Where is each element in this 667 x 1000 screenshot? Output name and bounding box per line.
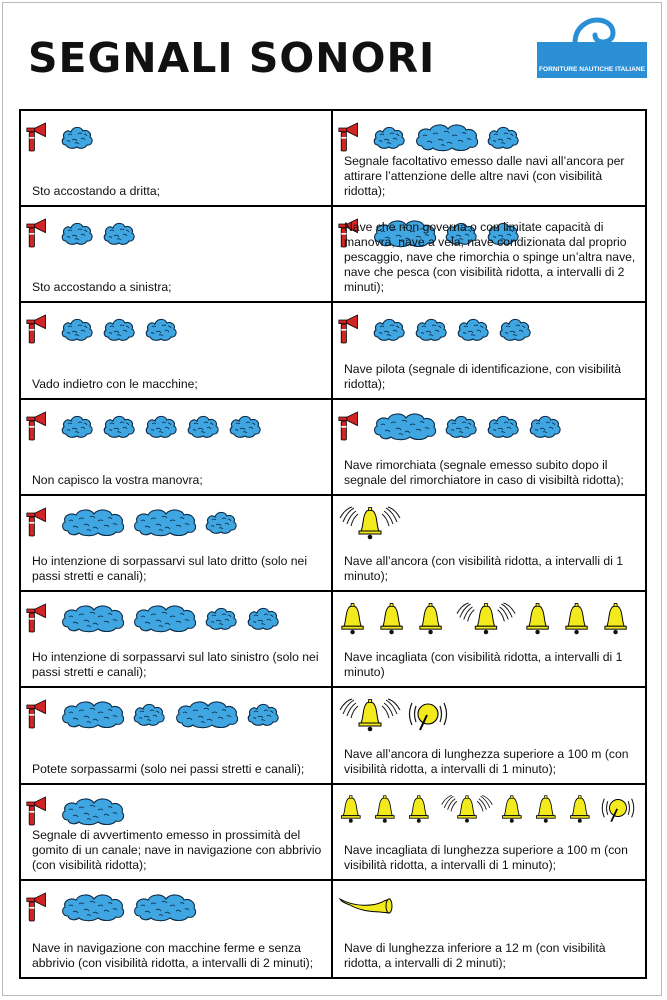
- ringing-bell-icon: [338, 502, 402, 542]
- prolonged-blast-icon: [60, 887, 126, 927]
- air-horn-icon: [26, 309, 54, 349]
- short-blast-icon: [246, 598, 282, 638]
- air-horn-icon: [26, 694, 54, 734]
- short-blast-icon: [102, 213, 138, 253]
- signal-description: Sto accostando a dritta;: [32, 184, 161, 199]
- short-blast-icon: [246, 694, 282, 734]
- signal-icons: [26, 117, 102, 161]
- bell-icon: [567, 791, 596, 825]
- short-blast-icon: [372, 309, 408, 349]
- gong-icon: [408, 694, 448, 734]
- signal-description: Nave che non governa o con limitate capacità di manovra, nave a vela, nave condizionata dal proprio pescaggio, nave che rimorchia o spinge un’altra nave, nave che pesca (con visibilità ridotta, a intervalli di 2 minuti);: [344, 220, 636, 295]
- signal-cell: [21, 207, 333, 303]
- bell-icon: [377, 598, 410, 637]
- signal-icons: [338, 598, 640, 642]
- signal-cell: [21, 881, 333, 977]
- signal-description: Nave all’ancora (con visibilità ridotta, a intervalli di 1 minuto);: [344, 554, 624, 584]
- short-blast-icon: [486, 117, 522, 157]
- prolonged-blast-icon: [132, 598, 198, 638]
- page-title: SEGNALI SONORI: [28, 34, 436, 82]
- signal-cell: [333, 592, 645, 688]
- signal-cell: [21, 111, 333, 207]
- prolonged-blast-icon: [414, 117, 480, 157]
- signal-icons: [338, 791, 640, 835]
- signal-description: Nave di lunghezza inferiore a 12 m (con visibilità ridotta, a intervalli di 2 minuti);: [344, 940, 606, 970]
- short-blast-icon: [132, 694, 168, 734]
- short-blast-icon: [60, 309, 96, 349]
- short-blast-icon: [144, 309, 180, 349]
- signal-cell: [333, 881, 645, 977]
- signal-cell: [333, 496, 645, 592]
- signal-icons: [26, 309, 186, 353]
- signal-icons: [26, 887, 204, 931]
- short-blast-icon: [102, 406, 138, 446]
- signal-icons: [26, 406, 270, 450]
- signal-cell: [21, 592, 333, 688]
- signal-icons: [338, 694, 454, 738]
- bell-icon: [338, 598, 371, 637]
- short-blast-icon: [444, 406, 480, 446]
- short-blast-icon: [204, 502, 240, 542]
- signal-description: Potete sorpassarmi (solo nei passi stretti e canali);: [32, 761, 305, 776]
- signal-cell: [21, 688, 333, 784]
- bell-icon: [416, 598, 449, 637]
- brand-logo: [537, 16, 647, 80]
- short-blast-icon: [60, 406, 96, 446]
- air-horn-icon: [26, 791, 54, 831]
- signal-cell: [333, 785, 645, 881]
- signal-icons: [338, 887, 402, 931]
- logo-text: FORNITURE NAUTICHE ITALIANE: [538, 66, 646, 73]
- signal-description: Nave all’ancora di lunghezza superiore a 100 m (con visibilità ridotta, a intervalli di 1 minuto);: [344, 746, 629, 776]
- signal-cell: [333, 111, 645, 207]
- air-horn-icon: [338, 406, 366, 446]
- signal-cell: [333, 303, 645, 399]
- signal-description: Nave incagliata (con visibilità ridotta, a intervalli di 1 minuto): [344, 650, 623, 680]
- signal-icons: [26, 213, 144, 257]
- short-blast-icon: [528, 406, 564, 446]
- signal-cell: [333, 207, 645, 303]
- short-blast-icon: [486, 406, 522, 446]
- bell-icon: [338, 791, 367, 825]
- prolonged-blast-icon: [174, 694, 240, 734]
- short-blast-icon: [204, 598, 240, 638]
- bell-icon: [601, 598, 634, 637]
- air-horn-icon: [26, 598, 54, 638]
- short-blast-icon: [60, 117, 96, 157]
- air-horn-icon: [26, 117, 54, 157]
- short-blast-icon: [456, 309, 492, 349]
- signal-description: Nave pilota (segnale di identificazione, con visibilità ridotta);: [344, 361, 622, 391]
- signal-icons: [26, 502, 246, 546]
- air-horn-icon: [26, 502, 54, 542]
- signal-icons: [338, 406, 570, 450]
- signal-icons: [338, 309, 540, 353]
- air-horn-icon: [338, 309, 366, 349]
- short-blast-icon: [186, 406, 222, 446]
- bell-icon: [499, 791, 528, 825]
- signal-icons: [26, 694, 288, 738]
- prolonged-blast-icon: [132, 502, 198, 542]
- short-blast-icon: [498, 309, 534, 349]
- signals-grid: [19, 109, 647, 979]
- signal-cell: [21, 496, 333, 592]
- prolonged-blast-icon: [60, 502, 126, 542]
- bell-icon: [523, 598, 556, 637]
- prolonged-blast-icon: [60, 598, 126, 638]
- signal-description: Ho intenzione di sorpassarvi sul lato sinistro (solo nei passi stretti e canali);: [32, 650, 319, 680]
- signal-description: Sto accostando a sinistra;: [32, 280, 172, 295]
- prolonged-blast-icon: [372, 406, 438, 446]
- signal-description: Non capisco la vostra manovra;: [32, 472, 203, 487]
- signal-description: Ho intenzione di sorpassarvi sul lato dritto (solo nei passi stretti e canali);: [32, 554, 308, 584]
- air-horn-icon: [338, 117, 366, 157]
- signal-cell: [21, 785, 333, 881]
- bell-icon: [533, 791, 562, 825]
- prolonged-blast-icon: [60, 791, 126, 831]
- short-blast-icon: [372, 117, 408, 157]
- air-horn-icon: [26, 406, 54, 446]
- ringing-bell-icon: [455, 598, 517, 637]
- signal-cell: [21, 303, 333, 399]
- signal-description: Segnale di avvertimento emesso in prossimità del gomito di un canale; nave in navigazione con abbrivio (con visibilità ridotta);: [32, 827, 322, 872]
- bell-icon: [406, 791, 435, 825]
- air-horn-icon: [26, 887, 54, 927]
- signal-description: Nave incagliata di lunghezza superiore a 100 m (con visibilità ridotta, a intervalli di 1 minuto);: [344, 842, 628, 872]
- short-blast-icon: [414, 309, 450, 349]
- short-blast-icon: [60, 213, 96, 253]
- signal-description: Nave in navigazione con macchine ferme e senza abbrivio (con visibilità ridotta, a intervalli di 2 minuti);: [32, 940, 314, 970]
- signal-icons: [338, 502, 408, 546]
- signal-description: Vado indietro con le macchine;: [32, 376, 198, 391]
- signal-description: Nave rimorchiata (segnale emesso subito dopo il segnale del rimorchiatore in caso di visibiltà ridotta);: [344, 457, 624, 487]
- gong-icon: [601, 791, 635, 825]
- bell-icon: [562, 598, 595, 637]
- signal-description: Segnale facoltativo emesso dalle navi all’ancora per attirare l’attenzione delle altre navi (con visibilità ridotta);: [344, 154, 625, 199]
- ringing-bell-icon: [440, 791, 494, 825]
- bell-icon: [372, 791, 401, 825]
- ringing-bell-icon: [338, 694, 402, 734]
- short-blast-icon: [102, 309, 138, 349]
- short-blast-icon: [144, 406, 180, 446]
- signal-cell: [21, 400, 333, 496]
- signal-cell: [333, 688, 645, 784]
- signal-cell: [333, 400, 645, 496]
- air-horn-icon: [26, 213, 54, 253]
- signal-icons: [26, 598, 288, 642]
- prolonged-blast-icon: [60, 694, 126, 734]
- prolonged-blast-icon: [132, 887, 198, 927]
- fog-horn-icon: [338, 887, 396, 927]
- short-blast-icon: [228, 406, 264, 446]
